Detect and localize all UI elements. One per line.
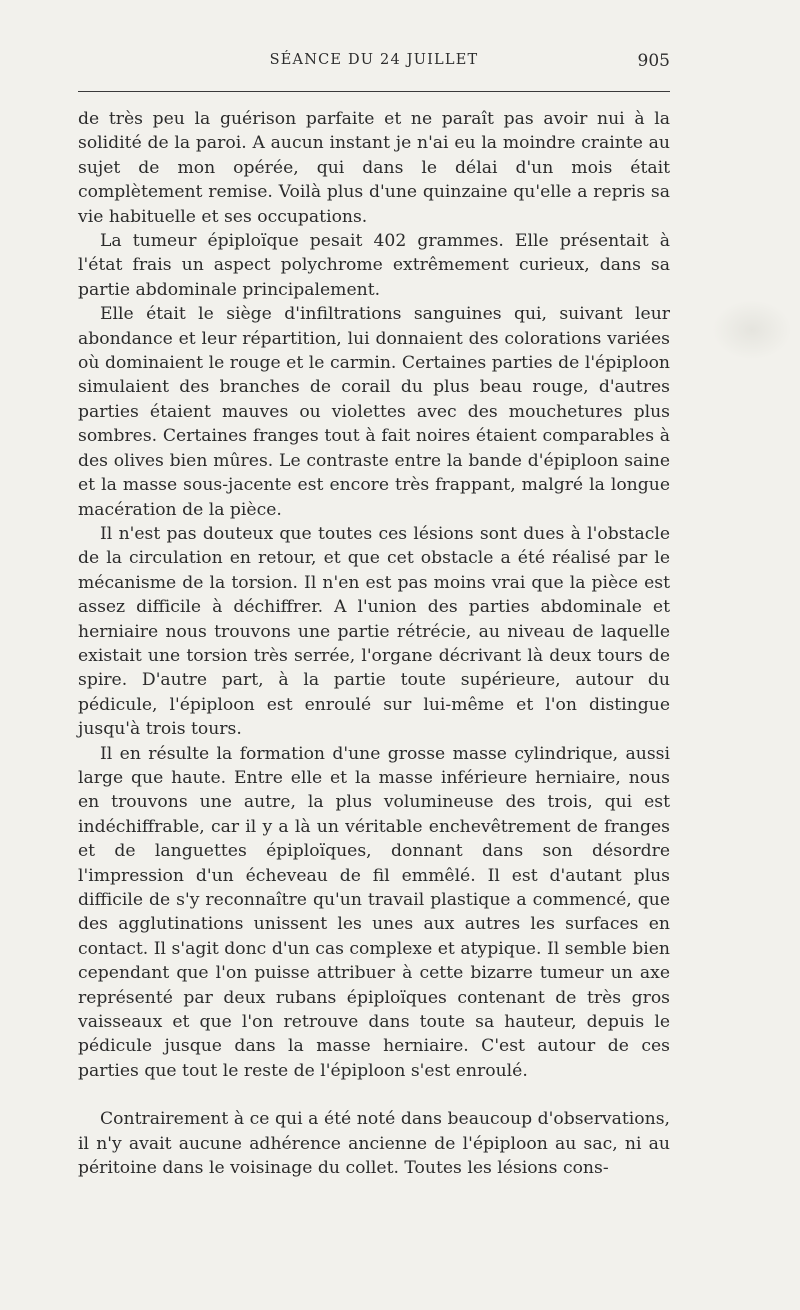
paragraph-2: La tumeur épiploïque pesait 402 grammes. Elle présentait à l'état frais un aspect polychrome extrêmement curieux, dans sa partie abdominale principalement. [78, 231, 670, 300]
paragraph-3: Elle était le siège d'infiltrations sanguines qui, suivant leur abondance et leur répartition, lui donnaient des colorations variées où dominaient le rouge et le carmin. Certaines parties de l'épiploon simulaient des branches de corail du plus beau rouge, d'autres parties étaient mauves ou violettes avec des mouchetures plus sombres. Certaines franges tout à fait noires étaient comparables à des olives bien mûres. Le contraste entre la bande d'épiploon saine et la masse sous-jacente est encore très frappant, malgré la longue macération de la pièce. [78, 304, 670, 520]
paragraph-6: Contrairement à ce qui a été noté dans beaucoup d'observations, il n'y avait aucune adhérence ancienne de l'épiploon au sac, ni au péritoine dans le voisinage du collet. Toutes les lésions cons- [78, 1109, 670, 1179]
page-number: 905 [637, 51, 670, 71]
running-head [78, 52, 670, 76]
margin-smudge [712, 300, 792, 360]
paragraph-5: Il en résulte la formation d'une grosse masse cylindrique, aussi large que haute. Entre elle et la masse inférieure herniaire, nous en trouvons une autre, la plus volumineuse des trois, qui est indéchiffrable, car il y a là un véritable enchevêtrement de franges et de languettes épiploïques, donnant dans son désordre l'impression d'un écheveau de fil emmêlé. Il est d'autant plus difficile de s'y reconnaître qu'un travail plastique a commencé, que des agglutinations unissent les unes aux autres les surfaces en contact. Il s'agit donc d'un cas complexe et atypique. Il semble bien cependant que l'on puisse attribuer à cette bizarre tumeur un axe représenté par deux rubans épiploïques contenant de très gros vaisseaux et que l'on retrouve dans toute sa hauteur, depuis le pédicule jusque dans la masse herniaire. C'est autour de ces parties que tout le reste de l'épiploon s'est enroulé. [78, 743, 670, 1081]
body-text [78, 107, 670, 1180]
paragraph-4: Il n'est pas douteux que toutes ces lésions sont dues à l'obstacle de la circulation en retour, et que cet obstacle a été réalisé par le mécanisme de la torsion. Il n'en est pas moins vrai que la pièce est assez difficile à déchiffrer. A l'union des parties abdominale et herniaire nous trouvons une partie rétrécie, au niveau de laquelle existait une torsion très serrée, l'organe décrivant là deux tours de spire. D'autre part, à la partie toute supérieure, autour du pédicule, l'épiploon est enroulé sur lui-même et l'on distingue jusqu'à trois tours. [78, 523, 670, 740]
header-rule [78, 91, 670, 92]
running-title: SÉANCE DU 24 JUILLET [269, 52, 479, 68]
paragraph-1: de très peu la guérison parfaite et ne paraît pas avoir nui à la solidité de la paroi. A aucun instant je n'ai eu la moindre crainte au sujet de mon opérée, qui dans le délai d'un mois était complètement remise. Voilà plus d'une quinzaine qu'elle a repris sa vie habituelle et ses occupations. [78, 109, 670, 227]
